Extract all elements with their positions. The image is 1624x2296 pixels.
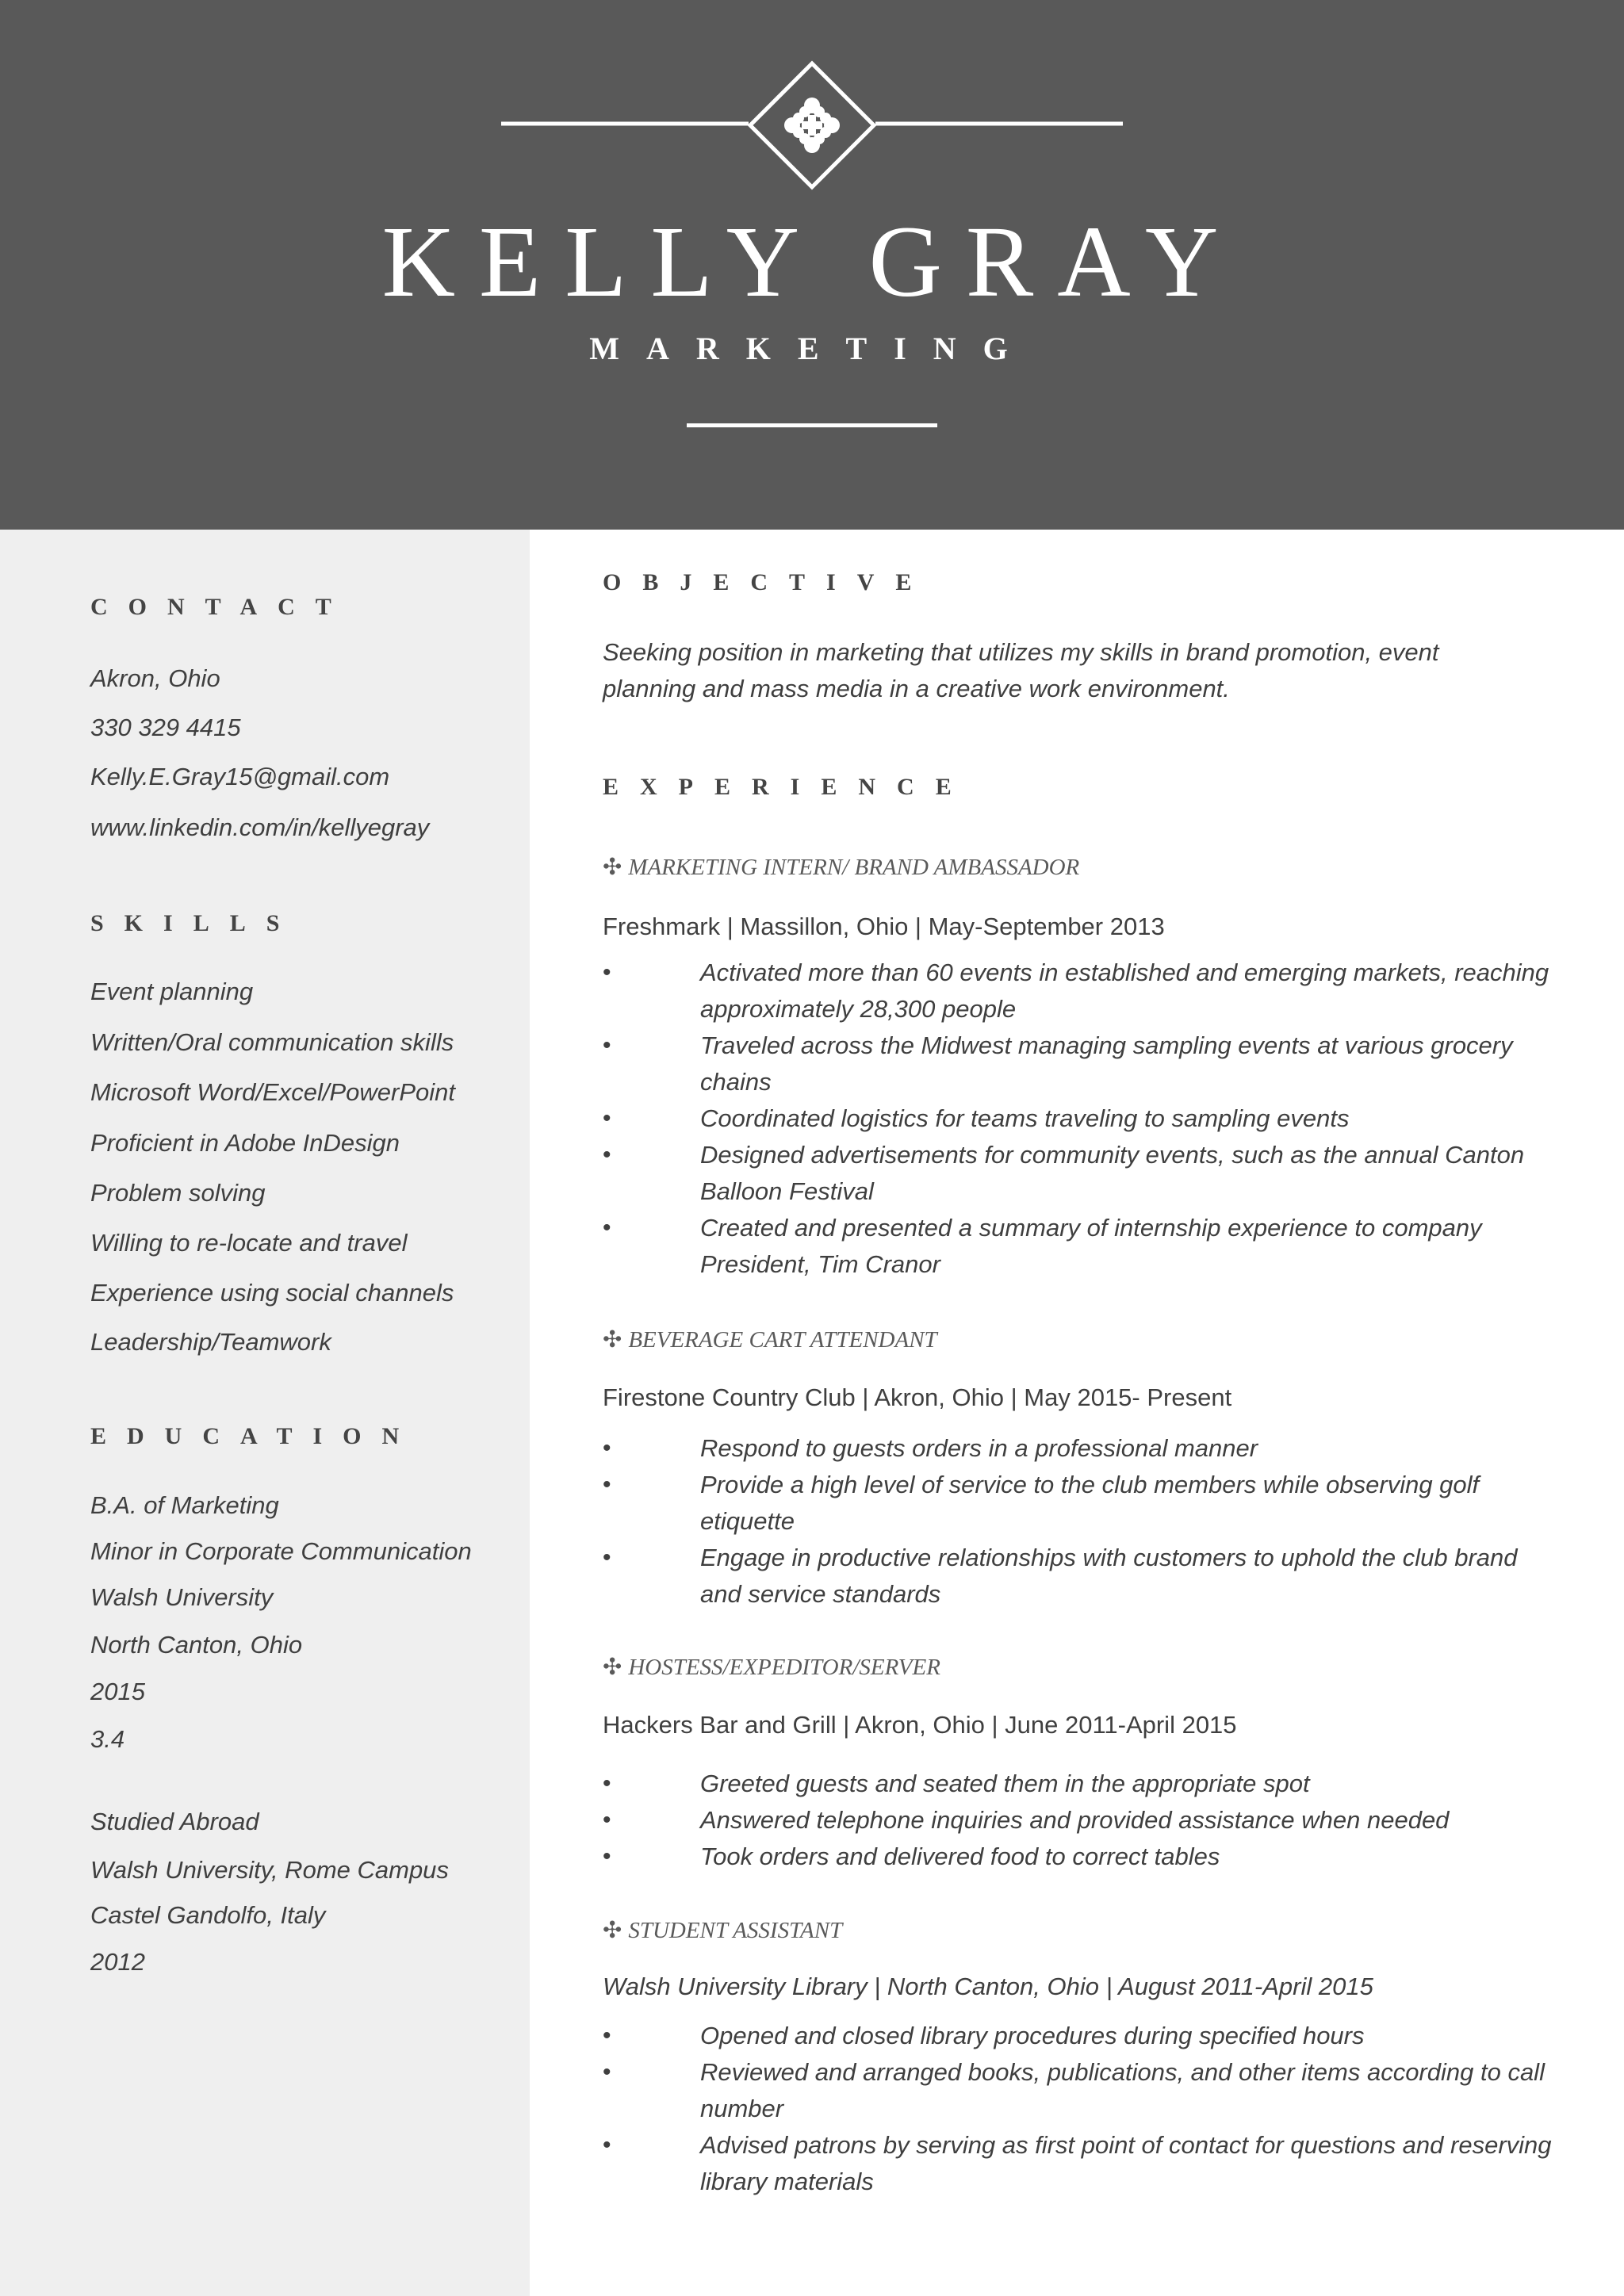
job-title bbox=[603, 1651, 940, 1683]
bullet-text: Coordinated logistics for teams traveling to sampling events bbox=[700, 1104, 1350, 1132]
job-title-text: STUDENT ASSISTANT bbox=[628, 1918, 843, 1943]
experience-heading: EXPERIENCE bbox=[603, 774, 973, 800]
bullet-dot: • bbox=[603, 1770, 611, 1797]
job-marker-icon: ✣ bbox=[603, 1918, 622, 1943]
job-title-text: MARKETING INTERN/ BRAND AMBASSADOR bbox=[628, 855, 1080, 880]
skill-item: Willing to re-locate and travel bbox=[90, 1229, 408, 1257]
education-degree: B.A. of Marketing bbox=[90, 1491, 279, 1519]
job-marker-icon: ✣ bbox=[603, 1327, 622, 1353]
job-bullet-list bbox=[603, 1430, 1554, 1613]
bullet-text: Opened and closed library procedures during specified hours bbox=[700, 2022, 1365, 2049]
skill-item: Leadership/Teamwork bbox=[90, 1328, 331, 1356]
job-meta: Hackers Bar and Grill | Akron, Ohio | June 2011-April 2015 bbox=[603, 1711, 1237, 1739]
list-item bbox=[603, 1467, 1554, 1540]
objective-heading: OBJECTIVE bbox=[603, 569, 933, 595]
list-item bbox=[603, 1210, 1554, 1283]
profession-title: MARKETING bbox=[589, 331, 1035, 366]
contact-location: Akron, Ohio bbox=[90, 664, 220, 692]
bullet-dot: • bbox=[603, 2022, 611, 2049]
skill-item: Microsoft Word/Excel/PowerPoint bbox=[90, 1078, 455, 1106]
abroad-year: 2012 bbox=[90, 1948, 145, 1976]
contact-heading: CONTACT bbox=[90, 594, 352, 620]
list-item bbox=[603, 1766, 1554, 1802]
skill-item: Written/Oral communication skills bbox=[90, 1028, 454, 1056]
skills-heading: SKILLS bbox=[90, 910, 301, 936]
skill-item: Experience using social channels bbox=[90, 1279, 454, 1307]
header-banner bbox=[0, 0, 1624, 530]
list-item bbox=[603, 1027, 1554, 1100]
job-marker-icon: ✣ bbox=[603, 855, 622, 880]
list-item bbox=[603, 1430, 1554, 1467]
contact-email: Kelly.E.Gray15@gmail.com bbox=[90, 763, 390, 790]
bullet-text: Respond to guests orders in a professional manner bbox=[700, 1434, 1258, 1462]
list-item bbox=[603, 2018, 1554, 2054]
job-marker-icon: ✣ bbox=[603, 1655, 622, 1680]
job-meta: Walsh University Library | North Canton, Ohio | August 2011-April 2015 bbox=[603, 1973, 1373, 2000]
list-item bbox=[603, 1100, 1554, 1137]
job-meta: Freshmark | Massillon, Ohio | May-September 2013 bbox=[603, 913, 1165, 940]
job-title-text: HOSTESS/EXPEDITOR/SERVER bbox=[628, 1655, 940, 1680]
list-item bbox=[603, 2054, 1554, 2127]
list-item bbox=[603, 1802, 1554, 1839]
sidebar bbox=[0, 530, 530, 2296]
candidate-name: KELLY GRAY bbox=[381, 205, 1243, 318]
bullet-text: Created and presented a summary of internship experience to company President, Tim Cranor bbox=[700, 1214, 1482, 1278]
bullet-text: Activated more than 60 events in established and emerging markets, reaching approximately 28,300 people bbox=[700, 959, 1549, 1023]
bullet-dot: • bbox=[603, 1807, 611, 1833]
bullet-text: Provide a high level of service to the club members while observing golf etiquette bbox=[700, 1471, 1480, 1535]
bullet-dot: • bbox=[603, 1142, 611, 1168]
job-bullet-list bbox=[603, 2018, 1554, 2200]
job-title bbox=[603, 1915, 842, 1946]
bullet-text: Reviewed and arranged books, publications, and other items according to call number bbox=[700, 2058, 1545, 2122]
job-title bbox=[603, 851, 1079, 883]
education-gpa: 3.4 bbox=[90, 1725, 125, 1753]
job-meta: Firestone Country Club | Akron, Ohio | May 2015- Present bbox=[603, 1383, 1232, 1411]
job-title-text: BEVERAGE CART ATTENDANT bbox=[628, 1327, 937, 1353]
bullet-dot: • bbox=[603, 1843, 611, 1869]
contact-phone: 330 329 4415 bbox=[90, 714, 241, 741]
education-school: Walsh University bbox=[90, 1583, 274, 1611]
job-bullet-list bbox=[603, 1766, 1554, 1875]
bullet-dot: • bbox=[603, 1032, 611, 1058]
bullet-dot: • bbox=[603, 1471, 611, 1498]
bullet-dot: • bbox=[603, 1215, 611, 1241]
education-minor: Minor in Corporate Communication bbox=[90, 1537, 472, 1565]
bullet-text: Answered telephone inquiries and provided assistance when needed bbox=[700, 1806, 1450, 1834]
skill-item: Problem solving bbox=[90, 1179, 266, 1207]
fleur-cross-icon bbox=[0, 0, 1624, 206]
list-item bbox=[603, 1839, 1554, 1875]
job-bullet-list bbox=[603, 955, 1554, 1283]
bullet-text: Designed advertisements for community events, such as the annual Canton Balloon Festival bbox=[700, 1141, 1525, 1205]
job-title bbox=[603, 1324, 937, 1356]
bullet-text: Advised patrons by serving as first point of contact for questions and reserving library materials bbox=[700, 2131, 1552, 2195]
education-heading: EDUCATION bbox=[90, 1423, 420, 1449]
contact-linkedin: www.linkedin.com/in/kellyegray bbox=[90, 813, 430, 841]
bullet-dot: • bbox=[603, 1105, 611, 1131]
header-divider bbox=[687, 423, 937, 427]
abroad-school: Walsh University, Rome Campus bbox=[90, 1856, 449, 1884]
skill-item: Proficient in Adobe InDesign bbox=[90, 1129, 400, 1157]
bullet-dot: • bbox=[603, 959, 611, 985]
list-item bbox=[603, 2127, 1554, 2200]
abroad-label: Studied Abroad bbox=[90, 1808, 259, 1835]
education-year: 2015 bbox=[90, 1678, 145, 1705]
bullet-text: Greeted guests and seated them in the appropriate spot bbox=[700, 1770, 1310, 1797]
list-item bbox=[603, 1137, 1554, 1210]
bullet-dot: • bbox=[603, 1544, 611, 1571]
bullet-text: Engage in productive relationships with customers to uphold the club brand and service standards bbox=[700, 1544, 1518, 1608]
bullet-dot: • bbox=[603, 2059, 611, 2085]
list-item bbox=[603, 955, 1554, 1027]
bullet-text: Took orders and delivered food to correct tables bbox=[700, 1843, 1220, 1870]
abroad-location: Castel Gandolfo, Italy bbox=[90, 1901, 326, 1929]
bullet-dot: • bbox=[603, 1435, 611, 1461]
bullet-text: Traveled across the Midwest managing sampling events at various grocery chains bbox=[700, 1031, 1513, 1096]
education-location: North Canton, Ohio bbox=[90, 1631, 303, 1659]
skill-item: Event planning bbox=[90, 978, 254, 1005]
objective-text: Seeking position in marketing that utilizes my skills in brand promotion, event planning and mass media in a creative work environment. bbox=[603, 638, 1439, 702]
list-item bbox=[603, 1540, 1554, 1613]
bullet-dot: • bbox=[603, 2132, 611, 2158]
